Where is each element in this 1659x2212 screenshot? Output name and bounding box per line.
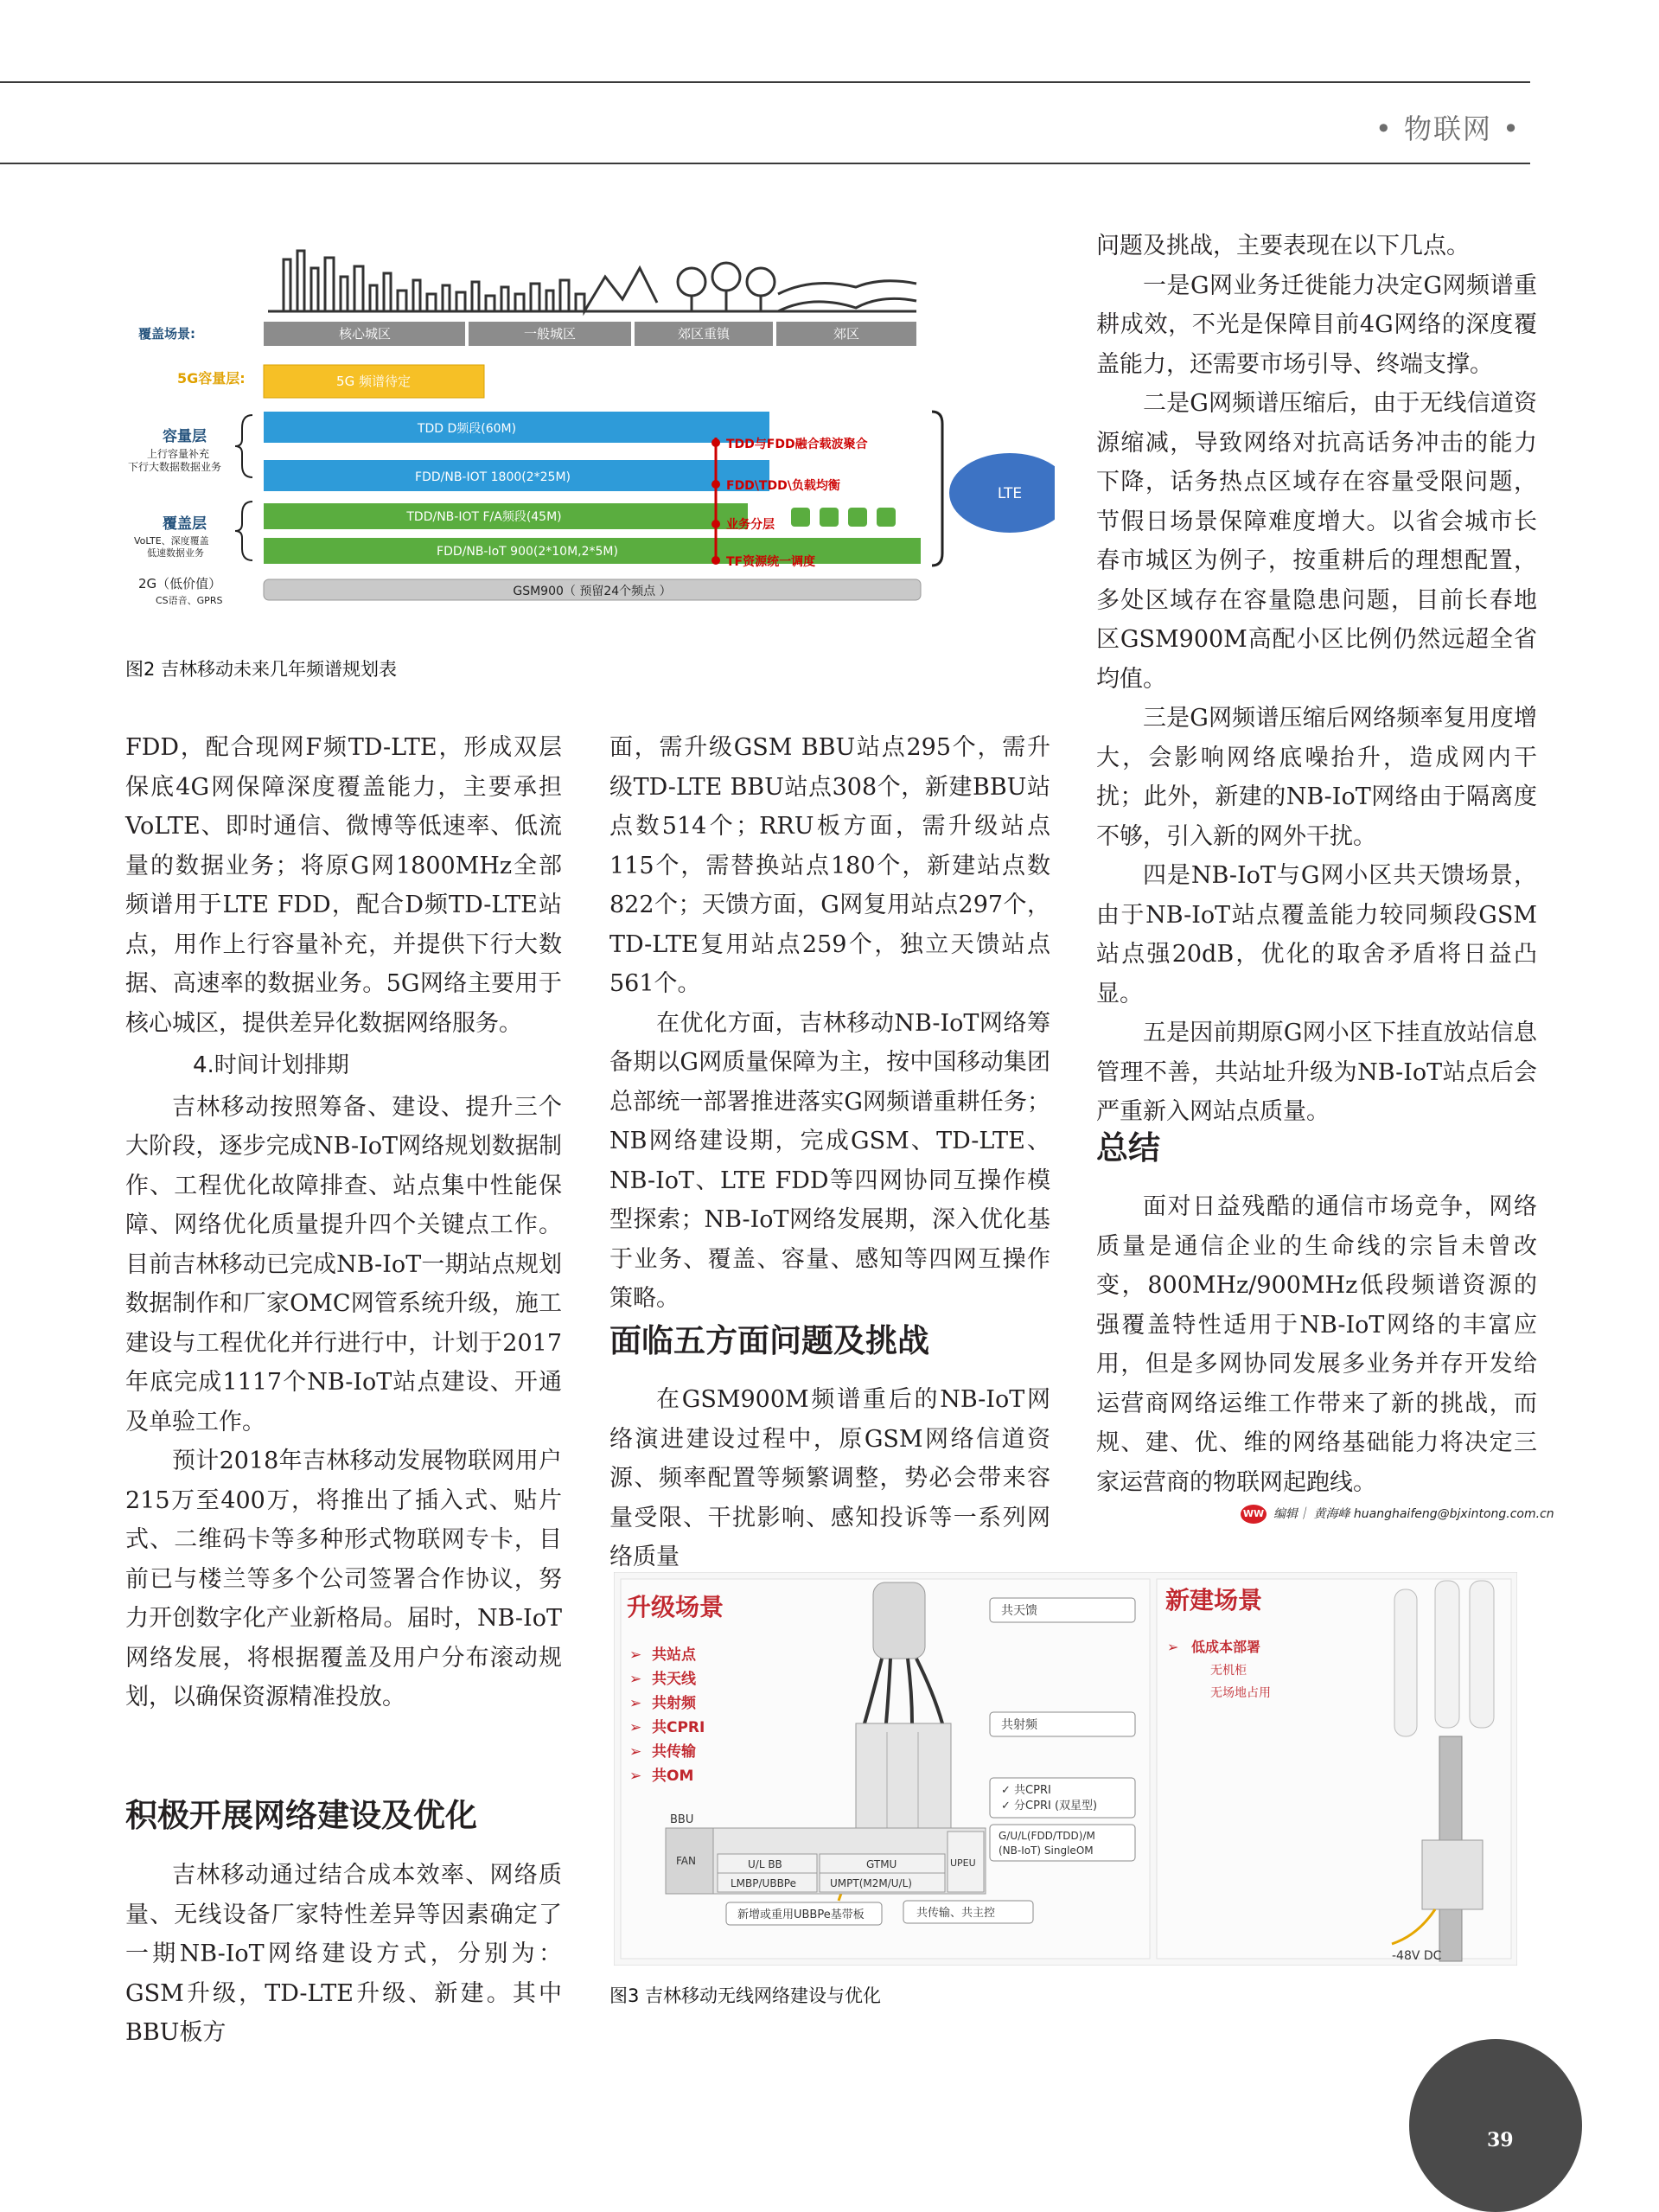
scene-suburb-town: 郊区重镇: [677, 326, 731, 342]
right-para-6: 面对日益残酷的通信市场竞争，网络质量是通信企业的生命线的宗旨未曾改变，800MHz/900MHz低段频谱资源的强覆盖特性适用于NB-IoT网络的丰富应用，但是多网协同发展多业务并存开发给运营商网络运维工作带来了新的挑战，而规、建、优、维的网络基础能力将决定三家运营商的物联网起跑线。: [1096, 1193, 1537, 1496]
mid-para-1: 面，需升级GSM BBU站点295个，需升级TD-LTE BBU站点308个，新建BBU站点数514个；RRU板方面，需升级站点115个，需替换站点180个，新建站点数822个；天馈方面，G网复用站点297个，TD-LTE复用站点259个，独立天馈站点561个。: [609, 734, 1050, 997]
svg-text:➢: ➢: [629, 1743, 642, 1761]
scene-general: 一般城区: [523, 326, 577, 342]
scene-core: 核心城区: [338, 326, 392, 342]
upgrade-title: 升级场景: [627, 1593, 724, 1621]
svg-text:➢: ➢: [629, 1719, 642, 1736]
coverage-sub1: VoLTE、深度覆盖: [134, 535, 209, 547]
column-left-lower: [125, 1856, 562, 2053]
ulbb-label: U/L BB: [748, 1858, 782, 1870]
g2-sub: CS语音、GPRS: [156, 595, 223, 606]
svg-text:➢: ➢: [629, 1646, 642, 1664]
svg-text:➢: ➢: [629, 1671, 642, 1688]
single-om-1: G/U/L(FDD/TDD)/M: [999, 1830, 1095, 1842]
column-right: [1096, 227, 1537, 1132]
upgrade-item-1: 共站点: [652, 1646, 696, 1664]
right-para-2: 二是G网频谱压缩后，由于无线信道资源缩减，导致网络对抗高话务冲击的能力下降，话务热点区域存在容量受限问题，节假日场景保障难度增大。以省会城市长春市城区为例子，按重耕后的理想配置，多处区域存在容量隐患问题，目前长春地区GSM900M高配小区比例仍然远超全省均值。: [1096, 390, 1537, 693]
g2-label: 2G（低价值）: [138, 576, 222, 591]
svg-text:➢: ➢: [629, 1695, 642, 1712]
cpri-split: ✓ 分CPRI (双星型): [1001, 1800, 1098, 1812]
upgrade-item-3: 共射频: [652, 1695, 696, 1712]
editor-logo: WW: [1241, 1505, 1267, 1524]
cpri-shared: ✓ 共CPRI: [1001, 1784, 1051, 1797]
box-baseband: 新增或重用UBBPe基带板: [737, 1908, 865, 1921]
box-transport: 共传输、共主控: [916, 1907, 996, 1920]
box-shared-antenna: 共天馈: [1001, 1604, 1037, 1618]
lte-label: LTE: [997, 485, 1023, 502]
page-number: 39: [1487, 2129, 1514, 2151]
figure3-network-build: [614, 1572, 1517, 1966]
bar-fdd-1800: FDD/NB-IOT 1800(2*25M): [415, 470, 571, 484]
subheading-schedule: 4.时间计划排期: [193, 1052, 349, 1078]
bar-gsm900: GSM900（ 预留24个频点 ）: [513, 585, 672, 598]
bar-tdd-fa: TDD/NB-IOT F/A频段(45M): [406, 510, 562, 524]
right-para-4: 四是NB-IoT与G网小区共天馈场景，由于NB-IoT站点覆盖能力较同频段GSM站点强20dB，优化的取舍矛盾将日益凸显。: [1096, 862, 1537, 1007]
bar-5g: 5G 频谱待定: [336, 374, 411, 389]
lmbp-label: LMBP/UBBPe: [731, 1877, 796, 1889]
box-shared-rf: 共射频: [1001, 1718, 1037, 1732]
capacity-sub2: 下行大数据数据业务: [128, 461, 222, 473]
header-rule-top: [0, 81, 1530, 83]
header-rule-bottom: [0, 163, 1530, 164]
column-right-lower: [1096, 1187, 1537, 1502]
left-para-4: 吉林移动通过结合成本效率、网络质量、无线设备厂家特性差异等因素确定了一期NB-IoT网络建设方式，分别为：GSM升级，TD-LTE升级、新建。其中BBU板方: [125, 1862, 562, 2046]
column-middle-lower: [609, 1380, 1050, 1577]
editor-text: 编辑｜ 黄海峰 huanghaifeng@bjxintong.com.cn: [1273, 1507, 1554, 1521]
right-para-0: 问题及挑战，主要表现在以下几点。: [1096, 233, 1470, 259]
single-om-2: (NB-IoT) SingleOM: [999, 1844, 1094, 1857]
upgrade-item-4: 共CPRI: [652, 1719, 705, 1736]
ann-resource-sched: TF资源统一调度: [726, 555, 816, 569]
new-title: 新建场景: [1165, 1586, 1263, 1614]
scene-suburb: 郊区: [833, 326, 860, 342]
figure2-spectrum-plan: [121, 242, 1055, 623]
coverage-sub2: 低速数据业务: [147, 547, 204, 559]
gtmu-label: GTMU: [866, 1858, 897, 1870]
left-para-3: 预计2018年吉林移动发展物联网用户215万至400万，将推出了插入式、贴片式、二维码卡等多种形式物联网专卡，目前已与楼兰等多个公司签署合作协议，努力开创数字化产业新格局。届时，NB-IoT网络发展，将根据覆盖及用户分布滚动规划，以确保资源精准投放。: [125, 1448, 562, 1710]
svg-text:➢: ➢: [1167, 1639, 1179, 1655]
new-sub-2: 无场地占用: [1210, 1686, 1271, 1700]
section-tag: • 物联网 •: [1375, 112, 1521, 145]
svg-text:➢: ➢: [629, 1768, 642, 1785]
mid-para-3: 在GSM900M频谱重后的NB-IoT网络演进建设过程中，原GSM网络信道资源、频率配置等频繁调整，势必会带来容量受限、干扰影响、感知投诉等一系列网络质量: [609, 1386, 1050, 1570]
heading-challenges: 面临五方面问题及挑战: [609, 1322, 929, 1359]
new-item: 低成本部署: [1191, 1639, 1261, 1655]
ann-layering: 业务分层: [726, 518, 775, 532]
figure2-caption: 图2 吉林移动未来几年频谱规划表: [125, 659, 398, 680]
upgrade-item-2: 共天线: [652, 1671, 696, 1688]
fan-label: FAN: [676, 1855, 696, 1867]
page-number-badge: [1409, 2039, 1582, 2212]
upgrade-item-5: 共传输: [652, 1743, 696, 1761]
coverage-layer-label: 覆盖层: [163, 515, 207, 533]
column-left: [125, 728, 562, 1717]
left-para-1: FDD，配合现网F频TD-LTE，形成双层保底4G网保障深度覆盖能力，主要承担VoLTE、即时通信、微博等低速率、低流量的数据业务；将原G网1800MHz全部频谱用于LTE FDD，配合D频TD-LTE站点，用作上行容量补充，并提供下行大数据、高速率的数据业务。5G网络主要用于核心城区，提供差异化数据网络服务。: [125, 734, 562, 1037]
scene-label: 覆盖场景:: [138, 326, 195, 342]
heading-network-build: 积极开展网络建设及优化: [125, 1797, 477, 1834]
heading-summary: 总结: [1096, 1129, 1160, 1167]
right-para-5: 五是因前期原G网小区下挂直放站信息管理不善，共站址升级为NB-IoT站点后会严重新入网站点质量。: [1096, 1020, 1537, 1125]
ann-load-balance: FDD\TDD\负载均衡: [726, 479, 840, 493]
left-para-2: 吉林移动按照筹备、建设、提升三个大阶段，逐步完成NB-IoT网络规划数据制作、工程优化故障排查、站点集中性能保障、网络优化质量提升四个关键点工作。目前吉林移动已完成NB-IoT一期站点规划数据制作和厂家OMC网管系统升级，施工建设与工程优化并行进行中，计划于2017年底完成1117个NB-IoT站点建设、开通及单验工作。: [125, 1093, 562, 1435]
right-para-1: 一是G网业务迁徙能力决定G网频谱重耕成效，不光是保障目前4G网络的深度覆盖能力，还需要市场引导、终端支撑。: [1096, 272, 1537, 378]
mid-para-2: 在优化方面，吉林移动NB-IoT网络筹备期以G网质量保障为主，按中国移动集团总部统一部署推进落实G网频谱重耕任务；NB网络建设期，完成GSM、TD-LTE、NB-IoT、LTE FDD等四网协同互操作模型探索；NB-IoT网络发展期，深入优化基于业务、覆盖、容量、感知等四网互操作策略。: [609, 1009, 1050, 1312]
dc-label: -48V DC: [1392, 1949, 1442, 1963]
ann-carrier-agg: TDD与FDD融合载波聚合: [726, 438, 868, 451]
editor-credit: [1241, 1505, 1554, 1524]
right-para-3: 三是G网频谱压缩后网络频率复用度增大，会影响网络底噪抬升，造成网内干扰；此外，新建的NB-IoT网络由于隔离度不够，引入新的网外干扰。: [1096, 705, 1537, 850]
capacity-layer-label: 容量层: [163, 428, 207, 445]
capacity-sub1: 上行容量补充: [147, 448, 210, 460]
upgrade-item-6: 共OM: [652, 1768, 694, 1785]
bar-tdd-d: TDD D频段(60M): [417, 422, 517, 436]
layer-5g-label: 5G容量层:: [177, 370, 246, 387]
bar-fdd-900: FDD/NB-IoT 900(2*10M,2*5M): [437, 545, 618, 559]
new-sub-1: 无机柜: [1210, 1664, 1247, 1678]
upeu-label: UPEU: [950, 1857, 976, 1869]
umpt-label: UMPT(M2M/U/L): [830, 1877, 912, 1889]
column-middle: [609, 728, 1050, 1319]
bbu-label: BBU: [670, 1813, 694, 1826]
figure3-caption: 图3 吉林移动无线网络建设与优化: [609, 1985, 882, 2006]
